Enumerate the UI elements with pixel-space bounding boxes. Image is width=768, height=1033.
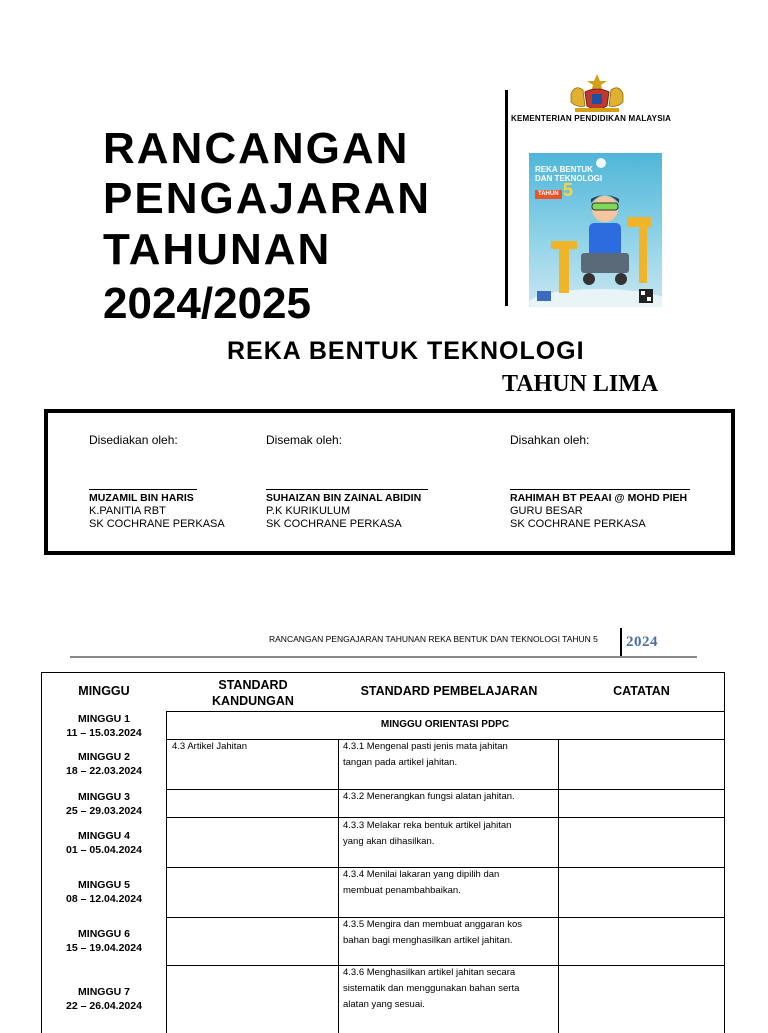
signature-school: SK COCHRANE PERKASA bbox=[266, 518, 402, 530]
learning-line: 4.3.5 Mengira dan membuat anggaran kos bbox=[343, 919, 523, 930]
learning-standard-cell bbox=[343, 739, 508, 771]
week-dates: 01 – 05.04.2024 bbox=[66, 844, 142, 856]
row-divider bbox=[166, 711, 724, 712]
signature-role: GURU BESAR bbox=[510, 505, 583, 517]
learning-standard-cell bbox=[343, 818, 511, 850]
header-divider bbox=[620, 628, 622, 656]
signature-box bbox=[44, 409, 735, 555]
cover-divider bbox=[505, 90, 508, 306]
book-title-1: REKA BENTUK bbox=[535, 165, 593, 174]
book-grade-number: 5 bbox=[563, 180, 574, 200]
week-cell bbox=[42, 790, 166, 818]
signature-school: SK COCHRANE PERKASA bbox=[89, 518, 225, 530]
signature-label: Disemak oleh: bbox=[266, 433, 343, 447]
title-line-1: RANCANGAN bbox=[103, 124, 410, 173]
signature-role: P.K KURIKULUM bbox=[266, 505, 351, 517]
week-cell bbox=[42, 750, 166, 778]
ministry-name: KEMENTERIAN PENDIDIKAN MALAYSIA bbox=[511, 114, 672, 123]
learning-standard-cell bbox=[343, 789, 515, 805]
learning-line: alatan yang sesuai. bbox=[343, 999, 425, 1010]
signature-role: K.PANITIA RBT bbox=[89, 505, 166, 517]
signature-label: Disediakan oleh: bbox=[89, 433, 178, 447]
learning-line: 4.3.1 Mengenal pasti jenis mata jahitan bbox=[343, 741, 508, 752]
title-year: 2024/2025 bbox=[103, 279, 311, 328]
title-line-3: TAHUNAN bbox=[103, 225, 332, 274]
week-label: MINGGU 6 bbox=[78, 928, 130, 940]
page-header-text: RANCANGAN PENGAJARAN TAHUNAN REKA BENTUK DAN TEKNOLOGI TAHUN 5 bbox=[269, 634, 598, 644]
column-header-week: MINGGU bbox=[78, 684, 130, 698]
signature-line bbox=[266, 489, 428, 490]
orientation-row: MINGGU ORIENTASI PDPC bbox=[380, 719, 510, 730]
week-cell bbox=[42, 985, 166, 1013]
column-divider bbox=[558, 739, 559, 1033]
page-header-year: 2024 bbox=[626, 634, 658, 650]
signature-name: MUZAMIL BIN HARIS bbox=[89, 492, 194, 504]
column-header-learning-standard: STANDARD PEMBELAJARAN bbox=[360, 684, 538, 698]
signature-line bbox=[89, 489, 197, 490]
week-cell bbox=[42, 712, 166, 740]
signature-name: SUHAIZAN BIN ZAINAL ABIDIN bbox=[266, 492, 422, 504]
week-label: MINGGU 7 bbox=[78, 986, 130, 998]
week-label: MINGGU 1 bbox=[78, 713, 130, 725]
column-divider bbox=[166, 711, 167, 1033]
signature-school: SK COCHRANE PERKASA bbox=[510, 518, 646, 530]
week-label: MINGGU 4 bbox=[78, 830, 130, 842]
book-grade-label: TAHUN bbox=[535, 190, 562, 199]
learning-line: membuat penambahbaikan. bbox=[343, 885, 461, 896]
content-standard-cell: 4.3 Artikel Jahitan bbox=[172, 741, 247, 752]
signature-line bbox=[510, 489, 690, 490]
title-line-2: PENGAJARAN bbox=[103, 174, 432, 223]
week-label: MINGGU 3 bbox=[78, 791, 130, 803]
signature-label: Disahkan oleh: bbox=[510, 433, 590, 447]
book-title-2: DAN TEKNOLOGI bbox=[535, 174, 603, 183]
book-illustration-icon bbox=[529, 153, 662, 307]
week-cell bbox=[42, 829, 166, 857]
column-divider bbox=[338, 739, 339, 1033]
level-label: TAHUN LIMA bbox=[502, 371, 659, 397]
learning-line: tangan pada artikel jahitan. bbox=[343, 757, 458, 768]
learning-line: 4.3.2 Menerangkan fungsi alatan jahitan. bbox=[343, 791, 515, 802]
learning-line: yang akan dihasilkan. bbox=[343, 836, 435, 847]
column-header-content-standard: STANDARD KANDUNGAN bbox=[212, 678, 294, 708]
textbook-cover-image bbox=[529, 153, 662, 307]
signature-name: RAHIMAH BT PEAAI @ MOHD PIEH bbox=[510, 492, 688, 504]
week-label: MINGGU 5 bbox=[78, 879, 130, 891]
learning-line: 4.3.3 Melakar reka bentuk artikel jahitan bbox=[343, 820, 512, 831]
plan-table bbox=[41, 672, 725, 1033]
learning-line: 4.3.6 Menghasilkan artikel jahitan secara bbox=[343, 967, 516, 978]
subject-title: REKA BENTUK TEKNOLOGI bbox=[227, 337, 585, 365]
week-label: MINGGU 2 bbox=[78, 751, 130, 763]
header-rule bbox=[70, 656, 697, 658]
learning-standard-cell bbox=[343, 867, 499, 899]
week-dates: 18 – 22.03.2024 bbox=[66, 765, 142, 777]
signature-reviewed bbox=[266, 433, 422, 530]
week-cell bbox=[42, 927, 166, 955]
week-dates: 22 – 26.04.2024 bbox=[66, 1000, 142, 1012]
week-dates: 25 – 29.03.2024 bbox=[66, 805, 142, 817]
malaysia-crest-icon bbox=[565, 72, 629, 114]
week-dates: 15 – 19.04.2024 bbox=[66, 942, 142, 954]
week-dates: 11 – 15.03.2024 bbox=[66, 727, 142, 739]
week-cell bbox=[42, 878, 166, 906]
signature-approved bbox=[510, 433, 688, 530]
learning-standard-cell bbox=[343, 965, 519, 1013]
learning-line: 4.3.4 Menilai lakaran yang dipilih dan bbox=[343, 869, 500, 880]
learning-standard-cell bbox=[343, 917, 522, 949]
learning-line: bahan bagi menghasilkan artikel jahitan. bbox=[343, 935, 513, 946]
signature-prepared bbox=[89, 433, 225, 530]
learning-line: sistematik dan menggunakan bahan serta bbox=[343, 983, 520, 994]
week-dates: 08 – 12.04.2024 bbox=[66, 893, 142, 905]
column-header-notes: CATATAN bbox=[613, 684, 670, 698]
